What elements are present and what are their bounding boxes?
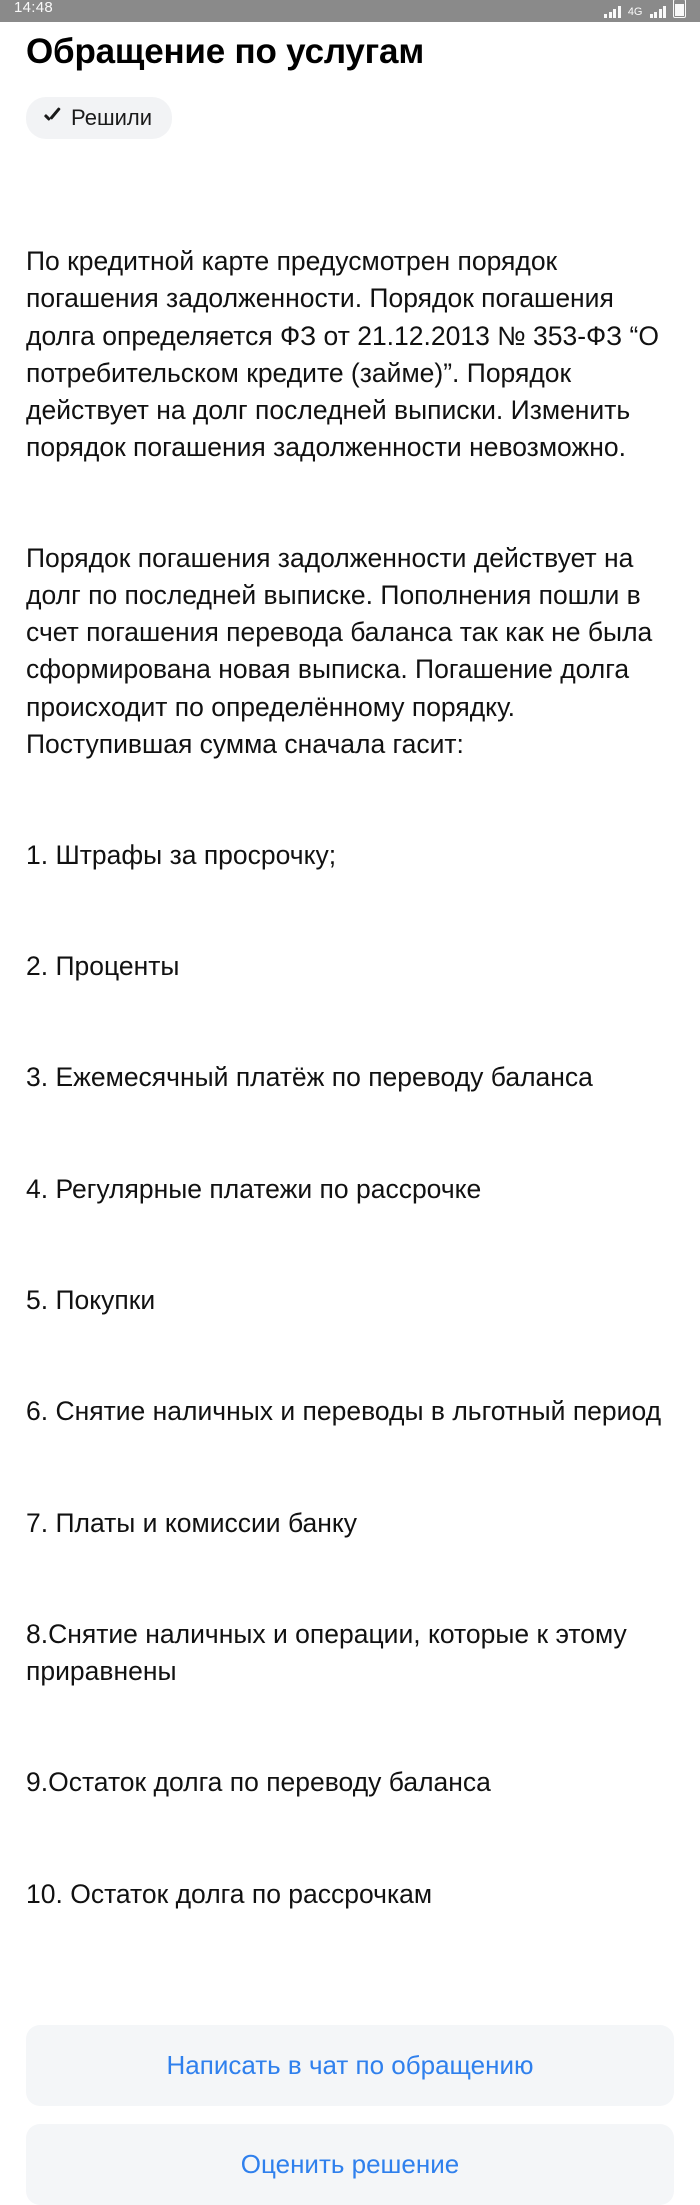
status-badge-label: Решили [71, 105, 153, 131]
paragraph: 5. Покупки [26, 1285, 156, 1315]
page-content [0, 32, 700, 2205]
paragraph: 2. Проценты [26, 951, 180, 982]
check-icon [42, 108, 62, 128]
ticket-resolution-text [26, 169, 674, 1987]
paragraph: По кредитной карте предусмотрен порядок погашения задолженности. Порядок погашения долга определяется ФЗ от 21.12.2013 № 353-ФЗ “О потребительском кредите (займе)”. Порядок действует на долг последней выписки. Изменить порядок погашения задолженности невозможно. [26, 246, 667, 462]
paragraph: Порядок погашения задолженности действует на долг по последней выписке. Пополнения пошли в счет погашения перевода баланса так как не была сформирована новая выписка. Погашение долга происходит по определённому порядку. Поступившая сумма сначала гасит: [26, 543, 660, 759]
write-to-chat-button[interactable]: Написать в чат по обращению [26, 2025, 674, 2106]
rate-resolution-button[interactable]: Оценить решение [26, 2124, 674, 2205]
paragraph: 8.Снятие наличных и операции, которые к этому приравнены [26, 1618, 635, 1686]
paragraph: 3. Ежемесячный платёж по переводу баланса [26, 1062, 593, 1093]
paragraph: 6. Снятие наличных и переводы в льготный период [26, 1396, 662, 1427]
signal-strength-icon [604, 6, 621, 18]
paragraph: 10. Остаток долга по рассрочкам [26, 1878, 433, 1909]
status-bar-clock: 14:48 [14, 0, 54, 16]
action-buttons [26, 2025, 674, 2205]
status-bar-indicators [604, 0, 686, 18]
paragraph: 7. Платы и комиссии банку [26, 1507, 358, 1538]
paragraph: 4. Регулярные платежи по рассрочке [26, 1173, 482, 1204]
paragraph: 9.Остаток долга по переводу баланса [26, 1767, 491, 1798]
network-type-label: 4G [627, 5, 643, 18]
status-bar [0, 0, 700, 22]
page-title: Обращение по услугам [26, 32, 425, 71]
status-badge [26, 97, 172, 139]
paragraph: 1. Штрафы за просрочку; [26, 839, 337, 870]
signal-strength-secondary-icon [650, 6, 667, 18]
battery-icon [673, 0, 686, 18]
